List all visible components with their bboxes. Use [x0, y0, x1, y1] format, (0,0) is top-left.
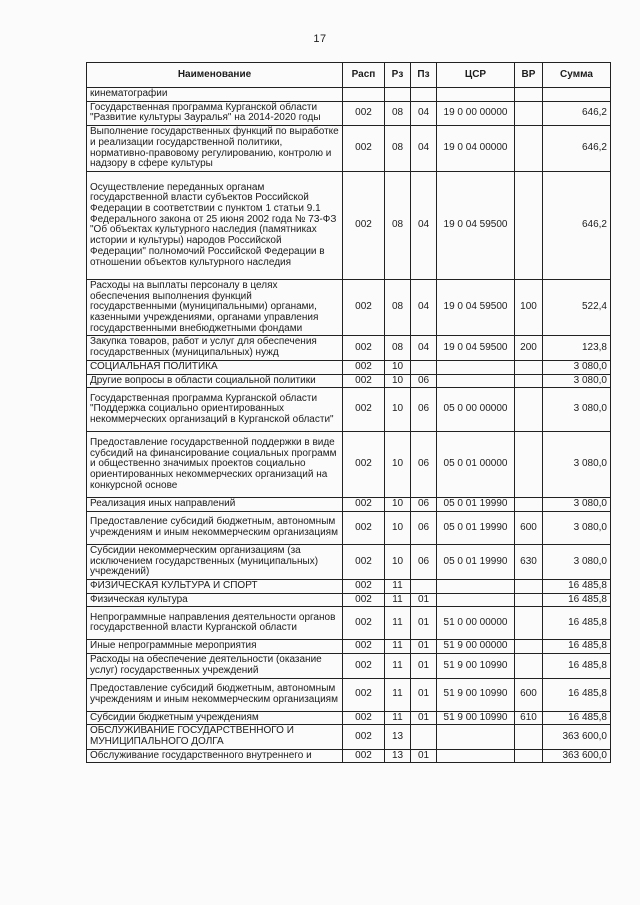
table-row — [87, 640, 611, 654]
cell-rasp: 002 — [343, 725, 385, 749]
cell-csr: 19 0 04 59500 — [437, 171, 515, 279]
table-row — [87, 511, 611, 544]
cell-rz: 13 — [385, 725, 411, 749]
table-row — [87, 607, 611, 640]
cell-rz: 10 — [385, 360, 411, 374]
cell-vr — [515, 126, 543, 172]
cell-csr — [437, 374, 515, 388]
cell-csr: 05 0 01 19990 — [437, 498, 515, 512]
cell-pz: 04 — [411, 336, 437, 360]
cell-pz — [411, 725, 437, 749]
cell-sum: 646,2 — [543, 101, 611, 125]
cell-pz: 01 — [411, 654, 437, 678]
cell-sum: 646,2 — [543, 126, 611, 172]
cell-csr — [437, 88, 515, 102]
cell-rz — [385, 88, 411, 102]
cell-rz: 10 — [385, 511, 411, 544]
cell-csr — [437, 360, 515, 374]
cell-name: Государственная программа Курганской области "Развитие культуры Зауралья" на 2014-2020 годы — [87, 101, 343, 125]
cell-name: Осуществление переданных органам государственной власти субъектов Российской Федерации в соответствии с пунктом 1 статьи 9.1 Федерального закона от 25 июня 2002 года № 73-ФЗ "Об объектах культурного наследия (памятниках истории и культуры) народов Российской Федерации" полномочий Российской Федерации в отношении объектов культурного наследия — [87, 171, 343, 279]
cell-pz: 01 — [411, 640, 437, 654]
cell-sum: 3 080,0 — [543, 374, 611, 388]
cell-name: Реализация иных направлений — [87, 498, 343, 512]
cell-csr: 51 9 00 00000 — [437, 640, 515, 654]
cell-vr — [515, 725, 543, 749]
cell-rz: 11 — [385, 711, 411, 725]
cell-sum: 522,4 — [543, 279, 611, 336]
cell-pz: 01 — [411, 749, 437, 763]
cell-name: Расходы на выплаты персоналу в целях обеспечения выполнения функций государственными (муниципальными) органами, казенными учреждениями, органами управления государственными внебюджетными фондами — [87, 279, 343, 336]
cell-vr — [515, 171, 543, 279]
table-row — [87, 678, 611, 711]
cell-rasp: 002 — [343, 580, 385, 594]
cell-rasp: 002 — [343, 360, 385, 374]
cell-name: Физическая культура — [87, 593, 343, 607]
cell-vr: 100 — [515, 279, 543, 336]
cell-rz: 11 — [385, 640, 411, 654]
cell-rz: 11 — [385, 654, 411, 678]
cell-csr: 05 0 01 00000 — [437, 432, 515, 498]
cell-name: Предоставление субсидий бюджетным, автономным учреждениям и иным некоммерческим организациям — [87, 678, 343, 711]
cell-sum: 3 080,0 — [543, 544, 611, 579]
table-row — [87, 593, 611, 607]
cell-sum: 646,2 — [543, 171, 611, 279]
cell-vr: 630 — [515, 544, 543, 579]
column-header-rasp: Расп — [343, 63, 385, 88]
cell-csr: 51 0 00 00000 — [437, 607, 515, 640]
cell-csr — [437, 725, 515, 749]
cell-rasp — [343, 88, 385, 102]
cell-vr — [515, 593, 543, 607]
cell-rasp: 002 — [343, 101, 385, 125]
cell-sum: 3 080,0 — [543, 432, 611, 498]
cell-csr — [437, 749, 515, 763]
table-body — [87, 88, 611, 763]
cell-sum — [543, 88, 611, 102]
cell-name: ОБСЛУЖИВАНИЕ ГОСУДАРСТВЕННОГО И МУНИЦИПАЛЬНОГО ДОЛГА — [87, 725, 343, 749]
cell-pz: 01 — [411, 678, 437, 711]
cell-sum: 16 485,8 — [543, 654, 611, 678]
cell-rz: 10 — [385, 374, 411, 388]
cell-sum: 363 600,0 — [543, 749, 611, 763]
cell-vr: 600 — [515, 678, 543, 711]
cell-pz — [411, 360, 437, 374]
cell-vr — [515, 388, 543, 432]
cell-rasp: 002 — [343, 640, 385, 654]
cell-rz: 10 — [385, 498, 411, 512]
cell-sum: 16 485,8 — [543, 640, 611, 654]
cell-sum: 3 080,0 — [543, 360, 611, 374]
cell-csr: 51 9 00 10990 — [437, 654, 515, 678]
table-row — [87, 336, 611, 360]
column-header-vr: ВР — [515, 63, 543, 88]
cell-csr — [437, 593, 515, 607]
cell-name: Субсидии некоммерческим организациям (за исключением государственных (муниципальных) учреждений) — [87, 544, 343, 579]
cell-rz: 11 — [385, 593, 411, 607]
cell-pz: 04 — [411, 279, 437, 336]
table-header-row — [87, 63, 611, 88]
budget-table — [86, 62, 611, 763]
cell-rz: 11 — [385, 607, 411, 640]
cell-name: Выполнение государственных функций по выработке и реализации государственной политики, нормативно-правовому регулированию, контролю и надзору в сфере культуры — [87, 126, 343, 172]
table-row — [87, 279, 611, 336]
table-row — [87, 171, 611, 279]
cell-sum: 16 485,8 — [543, 607, 611, 640]
cell-name: ФИЗИЧЕСКАЯ КУЛЬТУРА И СПОРТ — [87, 580, 343, 594]
cell-pz: 01 — [411, 711, 437, 725]
cell-rasp: 002 — [343, 749, 385, 763]
cell-vr: 200 — [515, 336, 543, 360]
cell-name: Предоставление государственной поддержки в виде субсидий на финансирование социальных программ и общественно значимых проектов социально ориентированных некоммерческих организаций на конкурсной основе — [87, 432, 343, 498]
table-row — [87, 432, 611, 498]
cell-pz: 06 — [411, 511, 437, 544]
table-row — [87, 360, 611, 374]
table-row — [87, 388, 611, 432]
cell-csr: 05 0 01 19990 — [437, 544, 515, 579]
cell-pz: 06 — [411, 388, 437, 432]
cell-rasp: 002 — [343, 432, 385, 498]
cell-vr: 610 — [515, 711, 543, 725]
column-header-name: Наименование — [87, 63, 343, 88]
cell-pz: 04 — [411, 101, 437, 125]
cell-pz: 06 — [411, 432, 437, 498]
cell-rasp: 002 — [343, 171, 385, 279]
column-header-rz: Рз — [385, 63, 411, 88]
cell-vr — [515, 749, 543, 763]
table-row — [87, 654, 611, 678]
cell-rz: 13 — [385, 749, 411, 763]
cell-rz: 10 — [385, 388, 411, 432]
cell-vr — [515, 88, 543, 102]
cell-name: Закупка товаров, работ и услуг для обеспечения государственных (муниципальных) нужд — [87, 336, 343, 360]
cell-csr: 05 0 01 19990 — [437, 511, 515, 544]
cell-vr — [515, 654, 543, 678]
cell-vr — [515, 432, 543, 498]
cell-name: кинематографии — [87, 88, 343, 102]
cell-sum: 3 080,0 — [543, 388, 611, 432]
cell-pz: 06 — [411, 544, 437, 579]
cell-rz: 08 — [385, 279, 411, 336]
cell-name: Государственная программа Курганской области "Поддержка социально ориентированных некоммерческих организаций в Курганской области" — [87, 388, 343, 432]
cell-pz: 04 — [411, 171, 437, 279]
cell-name: Предоставление субсидий бюджетным, автономным учреждениям и иным некоммерческим организациям — [87, 511, 343, 544]
table-row — [87, 88, 611, 102]
cell-rasp: 002 — [343, 498, 385, 512]
cell-sum: 16 485,8 — [543, 593, 611, 607]
cell-vr — [515, 360, 543, 374]
table-row — [87, 711, 611, 725]
cell-csr — [437, 580, 515, 594]
cell-rasp: 002 — [343, 607, 385, 640]
cell-rasp: 002 — [343, 374, 385, 388]
cell-rz: 11 — [385, 580, 411, 594]
cell-sum: 16 485,8 — [543, 580, 611, 594]
cell-vr — [515, 607, 543, 640]
column-header-sum: Сумма — [543, 63, 611, 88]
cell-name: Обслуживание государственного внутреннего и — [87, 749, 343, 763]
cell-csr: 05 0 00 00000 — [437, 388, 515, 432]
cell-rasp: 002 — [343, 711, 385, 725]
cell-name: Субсидии бюджетным учреждениям — [87, 711, 343, 725]
column-header-pz: Пз — [411, 63, 437, 88]
cell-pz: 04 — [411, 126, 437, 172]
cell-name: Непрограммные направления деятельности органов государственной власти Курганской области — [87, 607, 343, 640]
cell-csr: 19 0 00 00000 — [437, 101, 515, 125]
table-row — [87, 725, 611, 749]
cell-rz: 08 — [385, 126, 411, 172]
cell-name: Другие вопросы в области социальной политики — [87, 374, 343, 388]
cell-rasp: 002 — [343, 336, 385, 360]
cell-name: СОЦИАЛЬНАЯ ПОЛИТИКА — [87, 360, 343, 374]
cell-sum: 123,8 — [543, 336, 611, 360]
cell-vr — [515, 498, 543, 512]
cell-rasp: 002 — [343, 126, 385, 172]
cell-csr: 19 0 04 00000 — [437, 126, 515, 172]
table-row — [87, 374, 611, 388]
cell-rz: 10 — [385, 432, 411, 498]
cell-rz: 11 — [385, 678, 411, 711]
cell-csr: 19 0 04 59500 — [437, 336, 515, 360]
cell-sum: 16 485,8 — [543, 678, 611, 711]
cell-sum: 16 485,8 — [543, 711, 611, 725]
cell-vr: 600 — [515, 511, 543, 544]
cell-pz — [411, 88, 437, 102]
table-row — [87, 101, 611, 125]
cell-rasp: 002 — [343, 654, 385, 678]
column-header-csr: ЦСР — [437, 63, 515, 88]
cell-sum: 3 080,0 — [543, 498, 611, 512]
cell-rasp: 002 — [343, 279, 385, 336]
cell-rasp: 002 — [343, 511, 385, 544]
table-row — [87, 749, 611, 763]
cell-pz: 01 — [411, 607, 437, 640]
table-row — [87, 580, 611, 594]
cell-pz: 06 — [411, 498, 437, 512]
cell-rasp: 002 — [343, 593, 385, 607]
cell-rz: 10 — [385, 544, 411, 579]
page-number: 17 — [313, 33, 327, 45]
cell-vr — [515, 580, 543, 594]
cell-name: Иные непрограммные мероприятия — [87, 640, 343, 654]
cell-pz — [411, 580, 437, 594]
cell-rasp: 002 — [343, 544, 385, 579]
table-row — [87, 498, 611, 512]
cell-csr: 51 9 00 10990 — [437, 711, 515, 725]
cell-vr — [515, 101, 543, 125]
cell-rasp: 002 — [343, 678, 385, 711]
cell-name: Расходы на обеспечение деятельности (оказание услуг) государственных учреждений — [87, 654, 343, 678]
cell-csr: 51 9 00 10990 — [437, 678, 515, 711]
cell-rz: 08 — [385, 336, 411, 360]
cell-pz: 06 — [411, 374, 437, 388]
table-row — [87, 126, 611, 172]
cell-sum: 363 600,0 — [543, 725, 611, 749]
cell-rasp: 002 — [343, 388, 385, 432]
table-row — [87, 544, 611, 579]
cell-csr: 19 0 04 59500 — [437, 279, 515, 336]
cell-vr — [515, 640, 543, 654]
cell-rz: 08 — [385, 171, 411, 279]
cell-rz: 08 — [385, 101, 411, 125]
cell-pz: 01 — [411, 593, 437, 607]
cell-sum: 3 080,0 — [543, 511, 611, 544]
cell-vr — [515, 374, 543, 388]
